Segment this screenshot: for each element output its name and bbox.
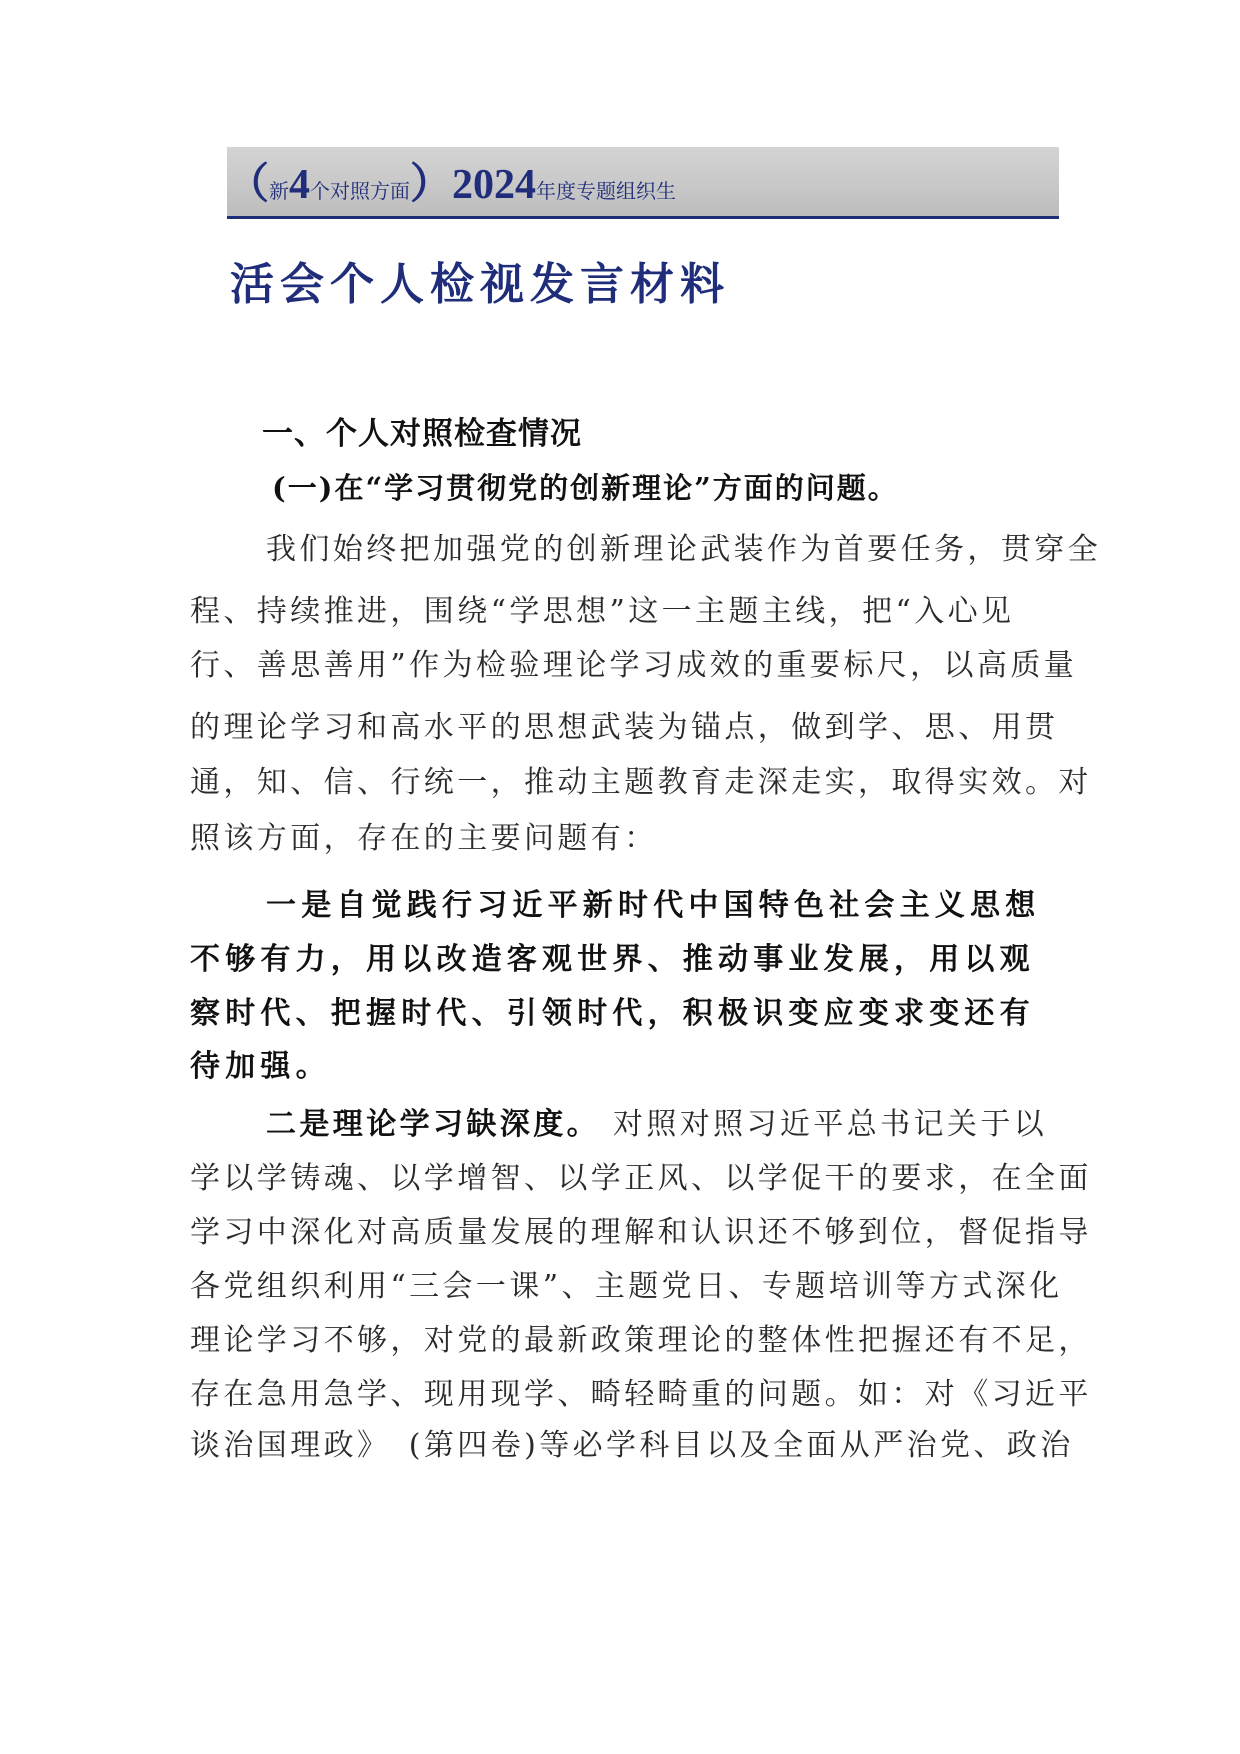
paragraph-line: 存在急用急学、现用现学、畸轻畸重的问题。如：对《习近平 — [190, 1377, 1092, 1412]
title-close-paren: ） — [410, 159, 453, 208]
paragraph-line: 理论学习不够，对党的最新政策理论的整体性把握还有不足， — [190, 1323, 1092, 1358]
paragraph-line: 各党组织利用“三会一课”、主题党日、专题培训等方式深化 — [190, 1269, 1063, 1304]
paragraph-lead-line — [266, 1099, 1047, 1143]
title-number-4: 4 — [289, 162, 311, 208]
lead-rest: 对照对照习近平总书记关于以 — [600, 1107, 1048, 1142]
title-part-3: 年度专题组织生 — [536, 179, 677, 203]
subsection-heading: (一)在“学习贯彻党的创新理论”方面的问题。 — [272, 471, 899, 505]
paragraph-line: 行、善思善用”作为检验理论学习成效的重要标尺，以高质量 — [190, 648, 1078, 683]
paragraph-line: 程、持续推进，围绕“学思想”这一主题主线，把“入心见 — [190, 594, 1015, 629]
bold-paragraph-line: 察时代、把握时代、引领时代，积极识变应变求变还有 — [190, 996, 1035, 1031]
title-part-1: 新 — [269, 179, 290, 203]
title-year: 2024 — [452, 162, 537, 208]
title-part-2: 个对照方面 — [310, 179, 411, 203]
paragraph-line: 学以学铸魂、以学增智、以学正风、以学促干的要求，在全面 — [190, 1161, 1092, 1196]
bold-paragraph-line: 不够有力，用以改造客观世界、推动事业发展，用以观 — [190, 942, 1035, 977]
subtitle-cutoff — [230, 259, 730, 310]
paragraph-line: 通，知、信、行统一，推动主题教育走深走实，取得实效。对 — [190, 765, 1092, 800]
document-title — [227, 151, 676, 211]
bold-paragraph-line: 一是自觉践行习近平新时代中国特色社会主义思想 — [266, 888, 1041, 923]
subtitle-text: 活会个人检视发言材料 — [230, 259, 730, 310]
section-heading: 一、个人对照检查情况 — [262, 416, 582, 452]
bold-lead: 二是理论学习缺深度。 — [266, 1107, 600, 1142]
paragraph-line: 照该方面，存在的主要问题有： — [190, 821, 658, 856]
title-banner — [227, 147, 1059, 219]
paragraph-line: 的理论学习和高水平的思想武装为锚点，做到学、思、用贯 — [190, 710, 1059, 745]
paragraph-line: 谈治国理政》 (第四卷)等必学科目以及全面从严治党、政治 — [190, 1428, 1074, 1463]
bold-paragraph-line: 待加强。 — [190, 1049, 331, 1084]
paragraph-line: 学习中深化对高质量发展的理解和认识还不够到位，督促指导 — [190, 1215, 1092, 1250]
paragraph-line: 我们始终把加强党的创新理论武装作为首要任务，贯穿全 — [266, 532, 1101, 567]
title-open-paren: （ — [227, 159, 270, 208]
